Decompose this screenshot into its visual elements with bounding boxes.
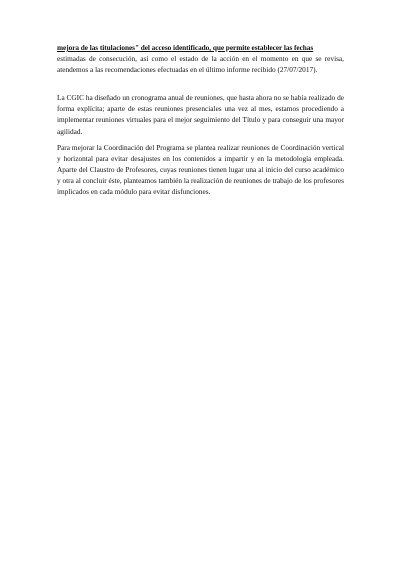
paragraph-meeting-schedule: La CGIC ha diseñado un cronograma anual de reuniones, que hasta ahora no se había realizado de forma explícita; aparte de estas reuniones presenciales una vez al mes, estamos procediendo a implementar reuniones virtuales para el mejor seguimiento del Título y para conseguir una mayor agilidad. bbox=[57, 93, 344, 136]
paragraph-spacer bbox=[57, 75, 344, 92]
document-body bbox=[57, 42, 344, 197]
continued-heading-line: mejora de las titulaciones" del acceso identificado, que permite establecer las fechas bbox=[57, 43, 314, 52]
paragraph-action-dates: estimadas de consecución, así como el estado de la acción en el momento en que se revisa, atendemos a las recomendaciones efectuadas en el último informe recibido (27/07/2017). bbox=[57, 54, 344, 75]
paragraph-program-coordination: Para mejorar la Coordinación del Programa se plantea realizar reuniones de Coordinación vertical y horizontal para evitar desajustes en los contenidos a impartir y en la metodología empleada. Aparte del Claustro de Profesores, cuyas reuniones tienen lugar una al inicio del curso académico y otra al concluir éste, planteamos también la realización de reuniones de trabajo de los profesores implicados en cada módulo para evitar disfunciones. bbox=[57, 142, 344, 197]
